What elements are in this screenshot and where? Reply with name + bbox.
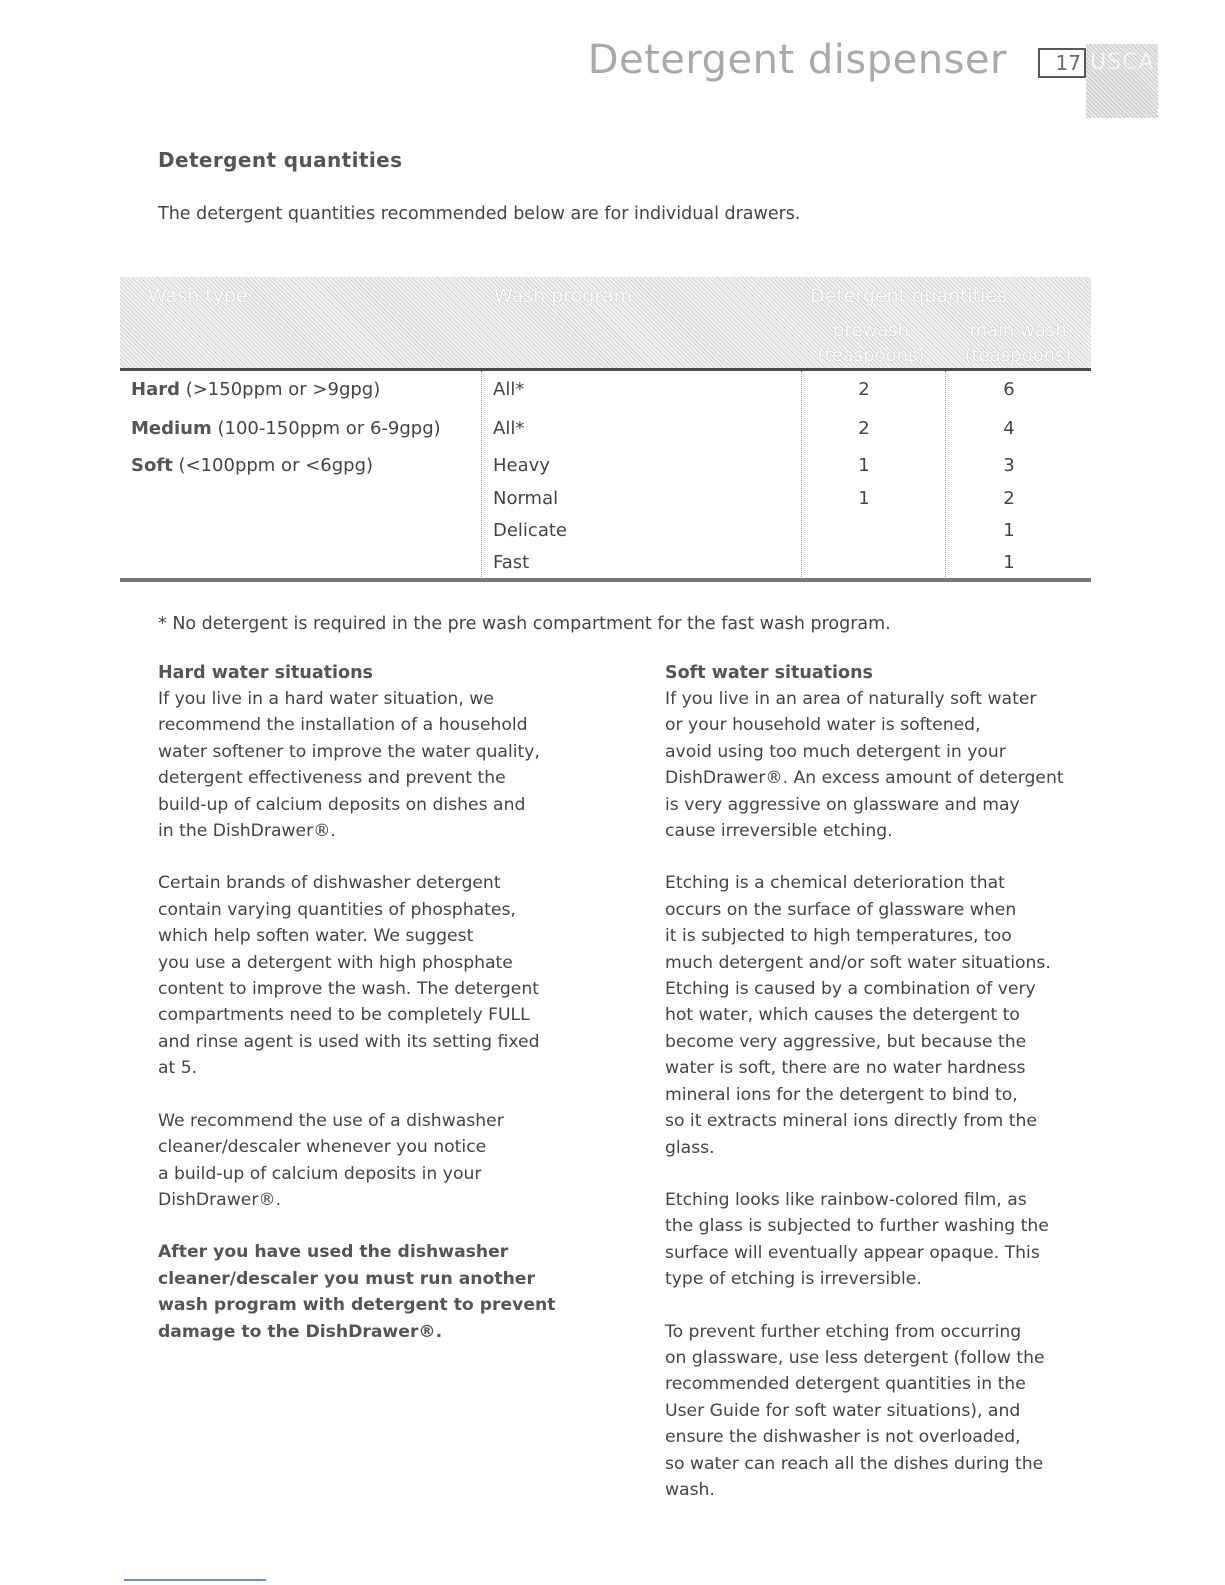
descaler-paragraph: We recommend the use of a dishwasher cleaner/descaler whenever you notice a build-up of calcium deposits in your DishDrawer®. [158, 1110, 504, 1210]
etching-definition-paragraph: Etching is a chemical deterioration that occurs on the surface of glassware when it is subjected to high temperatures, too much detergent and/or soft water situations. Etching is caused by a combination of very hot water, which causes the detergent to become very aggressive, but because the water is soft, there are no water hardness mineral ions for the detergent to bind to, so it extracts mineral ions directly from the glass. [665, 873, 1051, 1158]
column-divider [801, 371, 802, 579]
prewash-cell: 1 [858, 455, 870, 476]
wash-program-cell: All* [493, 379, 525, 400]
etching-prevention-paragraph: To prevent further etching from occurring on glassware, use less detergent (follow the recommended detergent quantities in the User Guide for soft water situations), and ensure the dishwasher is not overloaded, so water can reach all the dishes during the wash. [665, 1321, 1045, 1500]
soft-water-heading: Soft water situations [665, 663, 873, 683]
wash-program-cell: Fast [493, 552, 530, 573]
page-title: Detergent dispenser [587, 37, 1007, 83]
header-wash-type: Wash type [148, 285, 248, 307]
region-tab [1086, 44, 1158, 118]
column-divider [481, 371, 482, 579]
soft-water-section [665, 660, 1115, 1529]
prewash-cell: 1 [858, 488, 870, 509]
hard-water-heading: Hard water situations [158, 663, 373, 683]
main-wash-cell: 2 [1003, 488, 1015, 509]
main-wash-cell: 4 [1003, 418, 1015, 439]
header-main-wash [948, 318, 1088, 368]
bottom-underline [124, 1579, 266, 1581]
header-prewash-unit: (teaspoons) [817, 345, 925, 366]
main-wash-cell: 1 [1003, 552, 1015, 573]
phosphate-paragraph: Certain brands of dishwasher detergent contain varying quantities of phosphates, which help soften water. We suggest you use a detergent with high phosphate content to improve the wash. The detergent compartments need to be completely FULL and rinse agent is used with its setting fixed at 5. [158, 873, 540, 1079]
header-wash-program: Wash program [494, 285, 633, 307]
column-divider [945, 371, 946, 579]
wash-program-cell: Heavy [493, 455, 550, 476]
main-wash-cell: 1 [1003, 520, 1015, 541]
prewash-cell: 2 [858, 418, 870, 439]
table-bottom-rule [120, 578, 1091, 582]
hard-water-paragraph: If you live in a hard water situation, we recommend the installation of a household water softener to improve the water quality, detergent effectiveness and prevent the build-up of calcium deposits on dishes and in the DishDrawer®. [158, 689, 540, 842]
prewash-cell: 2 [858, 379, 870, 400]
wash-program-cell: All* [493, 418, 525, 439]
table-footnote: * No detergent is required in the pre wash compartment for the fast wash program. [158, 614, 891, 634]
wash-type-cell: Soft (<100ppm or <6gpg) [131, 455, 374, 476]
intro-text: The detergent quantities recommended below are for individual drawers. [158, 204, 801, 224]
header-prewash [804, 318, 938, 368]
page-number: 17 [1038, 48, 1086, 78]
soft-water-paragraph: If you live in an area of naturally soft water or your household water is softened, avoid using too much detergent in your DishDrawer®. An excess amount of detergent is very aggressive on glassware and may cause irreversible etching. [665, 689, 1064, 842]
main-wash-cell: 3 [1003, 455, 1015, 476]
header-main-wash-unit: (teaspoons) [964, 345, 1072, 366]
main-wash-cell: 6 [1003, 379, 1015, 400]
wash-type-cell: Medium (100-150ppm or 6-9gpg) [131, 418, 441, 439]
hard-water-section [158, 660, 598, 1371]
header-prewash-label: prewash [832, 320, 910, 341]
descaler-warning: After you have used the dishwasher cleaner/descaler you must run another wash program with detergent to prevent damage to the DishDrawer®. [158, 1242, 556, 1342]
region-tab-label: USCA [1090, 50, 1155, 75]
section-title: Detergent quantities [158, 148, 403, 172]
wash-program-cell: Delicate [493, 520, 567, 541]
wash-type-cell: Hard (>150ppm or >9gpg) [131, 379, 381, 400]
header-main-wash-label: main wash [969, 320, 1067, 341]
table-header [120, 277, 1091, 371]
etching-appearance-paragraph: Etching looks like rainbow-colored film, as the glass is subjected to further washing the surface will eventually appear opaque. This type of etching is irreversible. [665, 1189, 1049, 1290]
wash-program-cell: Normal [493, 488, 559, 509]
detergent-quantities-table [120, 277, 1091, 584]
header-detergent-quantities: Detergent quantities [810, 285, 1008, 307]
